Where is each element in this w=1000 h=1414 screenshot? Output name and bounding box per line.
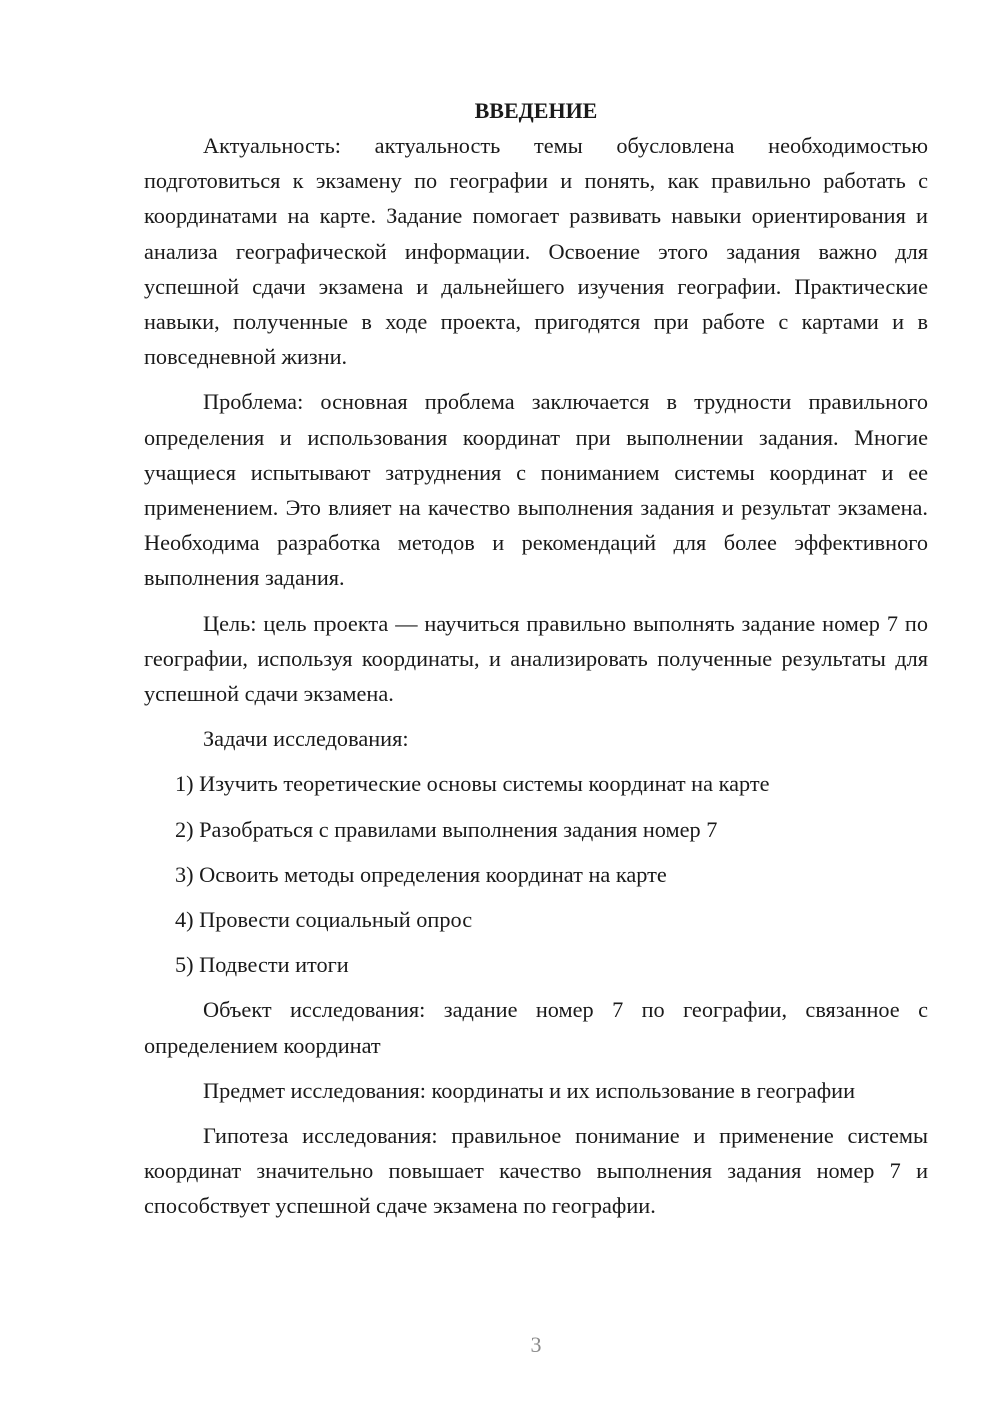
goal-paragraph: Цель: цель проекта — научиться правильно выполнять задание номер 7 по географии, используя координаты, и анализировать полученные результаты для успешной сдачи экзамена. <box>144 610 928 707</box>
document-page <box>144 93 928 1234</box>
list-item: 5) Подвести итоги <box>175 952 349 978</box>
page-number: 3 <box>530 1332 542 1357</box>
section-title: ВВЕДЕНИЕ <box>474 98 598 123</box>
list-item: 3) Освоить методы определения координат на карте <box>175 861 667 887</box>
list-item: 4) Провести социальный опрос <box>175 907 473 933</box>
relevance-paragraph: Актуальность: актуальность темы обусловлена необходимостью подготовиться к экзамену по географии и понять, как правильно работать с координатами на карте. Задание помогает развивать навыки ориентирования и анализа географической информации. Освоение этого задания важно для успешной сдачи экзамена и дальнейшего изучения географии. Практические навыки, полученные в ходе проекта, пригодятся при работе с картами и в повседневной жизни. <box>144 133 928 370</box>
list-item: 1) Изучить теоретические основы системы координат на карте <box>175 771 770 797</box>
problem-paragraph: Проблема: основная проблема заключается в трудности правильного определения и использования координат при выполнении задания. Многие учащиеся испытывают затруднения с пониманием системы координат и ее применением. Это влияет на качество выполнения задания и результат экзамена. Необходима разработка методов и рекомендаций для более эффективного выполнения задания. <box>144 389 928 591</box>
object-paragraph: Объект исследования: задание номер 7 по географии, связанное с определением координат <box>144 997 928 1058</box>
hypothesis-paragraph: Гипотеза исследования: правильное понимание и применение системы координат значительно повышает качество выполнения задания номер 7 и способствует успешной сдаче экзамена по географии. <box>144 1123 928 1219</box>
tasks-list <box>144 766 928 982</box>
list-item: 2) Разобраться с правилами выполнения задания номер 7 <box>175 816 718 842</box>
tasks-heading: Задачи исследования: <box>203 726 409 752</box>
subject-paragraph: Предмет исследования: координаты и их использование в географии <box>203 1077 856 1103</box>
